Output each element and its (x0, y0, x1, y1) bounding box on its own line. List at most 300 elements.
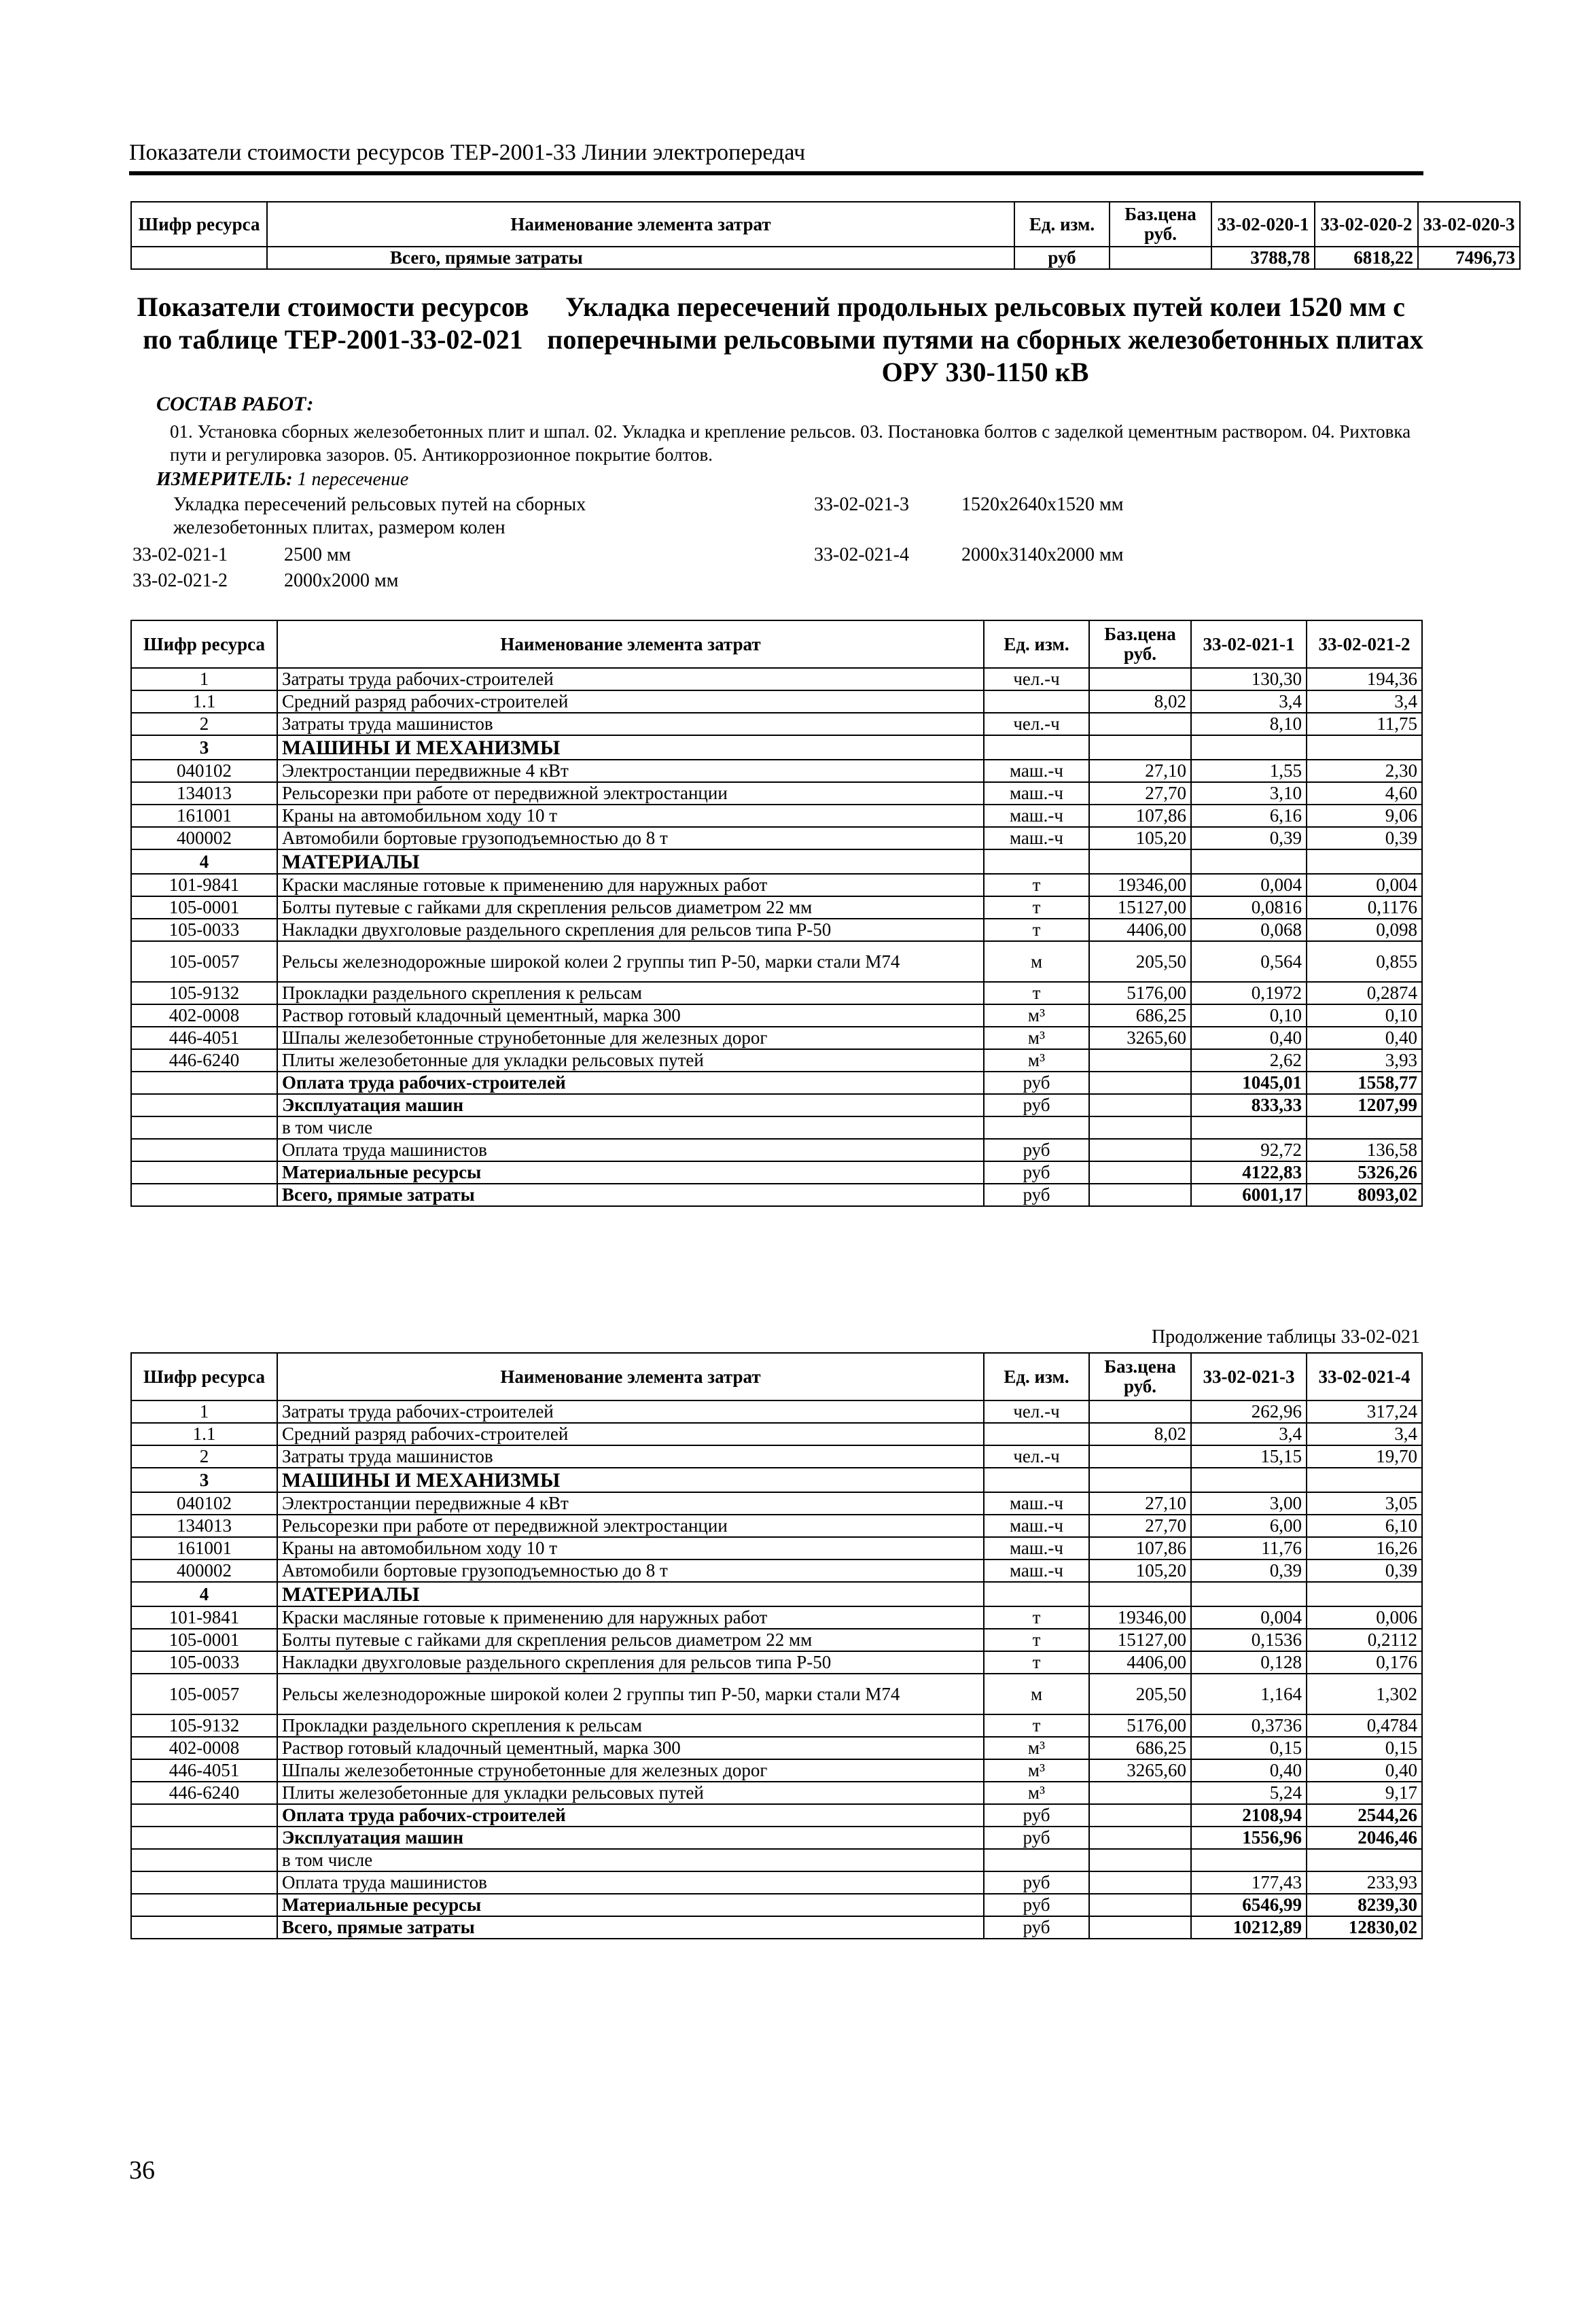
cell-code (131, 1116, 277, 1139)
cell-unit (984, 735, 1089, 760)
header-rule (129, 171, 1423, 175)
table-row (131, 1871, 1422, 1894)
cell-value-1: 0,564 (1191, 941, 1307, 982)
table-row (131, 1606, 1422, 1629)
cell-value-2: 0,15 (1307, 1737, 1422, 1759)
cell-price: 105,20 (1089, 1559, 1191, 1582)
top-total-v3: 7496,73 (1418, 247, 1520, 269)
table-row (131, 1651, 1422, 1674)
table-row (131, 1072, 1422, 1094)
cell-unit: м³ (984, 1737, 1089, 1759)
cell-price (1089, 1400, 1191, 1423)
table-row (131, 1629, 1422, 1651)
table-row (131, 1116, 1422, 1139)
cell-value-1: 130,30 (1191, 668, 1307, 690)
cell-code: 105-9132 (131, 982, 277, 1004)
cell-value-2: 0,39 (1307, 1559, 1422, 1582)
cell-code: 105-0033 (131, 1651, 277, 1674)
cell-unit: м³ (984, 1049, 1089, 1072)
cell-value-2: 0,2874 (1307, 982, 1422, 1004)
table-row (131, 760, 1422, 782)
cell-price: 27,70 (1089, 1515, 1191, 1537)
cell-code: 3 (131, 1468, 277, 1492)
cell-price: 107,86 (1089, 1537, 1191, 1559)
cell-value-1 (1191, 1849, 1307, 1871)
cell-value-2: 11,75 (1307, 713, 1422, 735)
cell-value-2: 0,2112 (1307, 1629, 1422, 1651)
cell-unit: руб (984, 1871, 1089, 1894)
cell-name: Плиты железобетонные для укладки рельсовых путей (277, 1049, 984, 1072)
cell-code: 105-0057 (131, 1674, 277, 1714)
cell-name: Оплата труда рабочих-строителей (277, 1072, 984, 1094)
cell-name: Электростанции передвижные 4 кВт (277, 760, 984, 782)
cell-value-1: 0,10 (1191, 1004, 1307, 1027)
table-row (131, 1759, 1422, 1782)
cell-price: 27,70 (1089, 782, 1191, 805)
cell-value-2 (1307, 1468, 1422, 1492)
cell-name: Всего, прямые затраты (277, 1184, 984, 1206)
cell-unit (984, 1468, 1089, 1492)
cell-code: 2 (131, 1445, 277, 1468)
cell-value-1: 92,72 (1191, 1139, 1307, 1161)
cell-unit: маш.-ч (984, 1515, 1089, 1537)
cell-name: МАТЕРИАЛЫ (277, 849, 984, 874)
cell-price (1089, 735, 1191, 760)
cell-value-2: 3,05 (1307, 1492, 1422, 1515)
cell-unit: маш.-ч (984, 805, 1089, 827)
code-3: 33-02-021-3 (814, 494, 909, 515)
top-header-unit: Ед. изм. (1014, 202, 1110, 247)
cell-value-2: 0,176 (1307, 1651, 1422, 1674)
cell-code: 105-0057 (131, 941, 277, 982)
cell-name: Электростанции передвижные 4 кВт (277, 1492, 984, 1515)
table-row (131, 1400, 1422, 1423)
t1-header-col1: 33-02-021-1 (1191, 620, 1307, 668)
cell-unit (984, 1582, 1089, 1606)
table-row (131, 1537, 1422, 1559)
table-row (131, 1582, 1422, 1606)
table-row (131, 1468, 1422, 1492)
cell-unit: м (984, 941, 1089, 982)
cell-code (131, 1161, 277, 1184)
cell-value-2: 8239,30 (1307, 1894, 1422, 1916)
cell-code: 4 (131, 1582, 277, 1606)
cell-price: 3265,60 (1089, 1027, 1191, 1049)
cell-name: Краны на автомобильном ходу 10 т (277, 805, 984, 827)
cell-value-2: 2544,26 (1307, 1804, 1422, 1827)
cell-unit: т (984, 1629, 1089, 1651)
cell-code: 400002 (131, 1559, 277, 1582)
cell-code: 446-6240 (131, 1782, 277, 1804)
section-title-left: Показатели стоимости ресурсов по таблице ТЕР-2001-33-02-021 (137, 292, 529, 355)
cell-price: 686,25 (1089, 1004, 1191, 1027)
cell-code: 446-4051 (131, 1759, 277, 1782)
table-row (131, 1004, 1422, 1027)
table-row (131, 1027, 1422, 1049)
cell-price (1089, 1072, 1191, 1094)
cell-price (1089, 1116, 1191, 1139)
cell-value-2: 2046,46 (1307, 1827, 1422, 1849)
cell-code (131, 1094, 277, 1116)
t2-header-name: Наименование элемента затрат (277, 1353, 984, 1400)
cell-unit: м³ (984, 1759, 1089, 1782)
cell-code (131, 1139, 277, 1161)
cell-value-2: 0,1176 (1307, 896, 1422, 919)
t2-header-col1: 33-02-021-3 (1191, 1353, 1307, 1400)
cell-value-2: 0,4784 (1307, 1714, 1422, 1737)
cell-value-1: 1,55 (1191, 760, 1307, 782)
composition-label: СОСТАВ РАБОТ: (156, 393, 314, 415)
cell-price (1089, 1139, 1191, 1161)
table-row (131, 1804, 1422, 1827)
table-row (131, 805, 1422, 827)
cell-code: 105-9132 (131, 1714, 277, 1737)
cell-code: 161001 (131, 805, 277, 827)
cell-value-2: 8093,02 (1307, 1184, 1422, 1206)
cell-price (1089, 1445, 1191, 1468)
table-row (131, 1515, 1422, 1537)
table-row (131, 1492, 1422, 1515)
cell-code (131, 1804, 277, 1827)
cell-price: 105,20 (1089, 827, 1191, 849)
cell-price (1089, 1827, 1191, 1849)
table-row (131, 1184, 1422, 1206)
cell-name: Раствор готовый кладочный цементный, марка 300 (277, 1004, 984, 1027)
cell-code: 134013 (131, 1515, 277, 1537)
cell-value-2: 3,93 (1307, 1049, 1422, 1072)
cell-unit: т (984, 982, 1089, 1004)
cell-value-1: 262,96 (1191, 1400, 1307, 1423)
table-row (131, 896, 1422, 919)
cell-unit: чел.-ч (984, 713, 1089, 735)
cell-code: 1 (131, 668, 277, 690)
cell-name: Рельсы железнодорожные широкой колеи 2 группы тип Р-50, марки стали М74 (277, 1674, 984, 1714)
cell-code: 1 (131, 1400, 277, 1423)
cell-code: 2 (131, 713, 277, 735)
cell-unit (984, 1423, 1089, 1445)
cell-name: Материальные ресурсы (277, 1161, 984, 1184)
cell-unit: руб (984, 1827, 1089, 1849)
cell-name: Эксплуатация машин (277, 1827, 984, 1849)
cell-code: 105-0033 (131, 919, 277, 941)
cell-price (1089, 1871, 1191, 1894)
cell-value-1: 0,004 (1191, 874, 1307, 896)
cell-name: Всего, прямые затраты (277, 1916, 984, 1939)
cell-unit: чел.-ч (984, 668, 1089, 690)
section-title-right: Укладка пересечений продольных рельсовых путей колеи 1520 мм с поперечными рельсовыми путями на сборных железобетонных плитах ОРУ 330-1150 кВ (547, 292, 1423, 387)
composition-text: 01. Установка сборных железобетонных плит и шпал. 02. Укладка и крепление рельсов. 03. Постановка болтов с заделкой цементным раствором. 04. Рихтовка пути и регулировка зазоров. 05. Антикоррозионное покрытие болтов. (170, 421, 1411, 465)
cell-price: 205,50 (1089, 1674, 1191, 1714)
table-row (131, 849, 1422, 874)
cell-value-1: 6546,99 (1191, 1894, 1307, 1916)
code-4-size: 2000х3140х2000 мм (961, 544, 1124, 565)
cell-price (1089, 1184, 1191, 1206)
cell-code (131, 1072, 277, 1094)
table-row (131, 1559, 1422, 1582)
cell-name: Материальные ресурсы (277, 1894, 984, 1916)
top-header-col1: 33-02-020-1 (1211, 202, 1315, 247)
cell-unit: т (984, 1714, 1089, 1737)
table-row (131, 1782, 1422, 1804)
cell-code: 1.1 (131, 1423, 277, 1445)
cell-code (131, 1871, 277, 1894)
cell-unit: м³ (984, 1782, 1089, 1804)
cell-price: 19346,00 (1089, 1606, 1191, 1629)
cell-value-1: 0,40 (1191, 1027, 1307, 1049)
cell-price (1089, 1161, 1191, 1184)
cell-unit: руб (984, 1894, 1089, 1916)
cell-unit: т (984, 896, 1089, 919)
cell-value-1: 1556,96 (1191, 1827, 1307, 1849)
cell-value-2: 233,93 (1307, 1871, 1422, 1894)
cell-name: Накладки двухголовые раздельного скрепления для рельсов типа Р-50 (277, 1651, 984, 1674)
cell-value-1: 0,39 (1191, 827, 1307, 849)
cell-name: МАШИНЫ И МЕХАНИЗМЫ (277, 1468, 984, 1492)
cell-value-2: 0,10 (1307, 1004, 1422, 1027)
cell-price (1089, 1049, 1191, 1072)
cell-value-2: 5326,26 (1307, 1161, 1422, 1184)
cell-price: 27,10 (1089, 760, 1191, 782)
cell-unit: м (984, 1674, 1089, 1714)
cell-value-2 (1307, 1582, 1422, 1606)
cell-value-1: 0,1536 (1191, 1629, 1307, 1651)
page-header: Показатели стоимости ресурсов ТЕР-2001-33 Линии электропередач (129, 140, 806, 165)
cell-unit: руб (984, 1094, 1089, 1116)
cell-name: Рельсорезки при работе от передвижной электростанции (277, 1515, 984, 1537)
cell-name: Раствор готовый кладочный цементный, марка 300 (277, 1737, 984, 1759)
top-header-code: Шифр ресурса (131, 202, 267, 247)
cell-name: Автомобили бортовые грузоподъемностью до 8 т (277, 827, 984, 849)
cell-name: Затраты труда машинистов (277, 713, 984, 735)
cell-name: МАТЕРИАЛЫ (277, 1582, 984, 1606)
cell-name: Оплата труда рабочих-строителей (277, 1804, 984, 1827)
cell-price: 8,02 (1089, 1423, 1191, 1445)
cell-value-1 (1191, 849, 1307, 874)
cell-price (1089, 1804, 1191, 1827)
cell-name: Рельсы железнодорожные широкой колеи 2 группы тип Р-50, марки стали М74 (277, 941, 984, 982)
cell-unit: маш.-ч (984, 1492, 1089, 1515)
table-row (131, 1423, 1422, 1445)
cell-code: 4 (131, 849, 277, 874)
cell-name: в том числе (277, 1116, 984, 1139)
t2-header-col2: 33-02-021-4 (1307, 1353, 1422, 1400)
cell-value-1: 0,1972 (1191, 982, 1307, 1004)
cell-unit: м³ (984, 1027, 1089, 1049)
table-row (131, 1737, 1422, 1759)
cell-value-1: 1045,01 (1191, 1072, 1307, 1094)
code-1: 33-02-021-1 (132, 544, 228, 565)
page-number: 36 (129, 2156, 155, 2185)
cell-unit: м³ (984, 1004, 1089, 1027)
cell-value-1: 1,164 (1191, 1674, 1307, 1714)
cell-value-2: 2,30 (1307, 760, 1422, 782)
cell-value-2: 4,60 (1307, 782, 1422, 805)
codes-intro: Укладка пересечений рельсовых путей на сборных железобетонных плитах, размером колен (173, 494, 586, 538)
t2-header-price: Баз.цена руб. (1089, 1353, 1191, 1400)
cell-unit: руб (984, 1184, 1089, 1206)
cell-value-2: 194,36 (1307, 668, 1422, 690)
table-row (131, 1445, 1422, 1468)
cell-value-1: 3,4 (1191, 690, 1307, 713)
cell-price (1089, 1468, 1191, 1492)
table-row (131, 1161, 1422, 1184)
top-header-name: Наименование элемента затрат (267, 202, 1014, 247)
cell-name: Краны на автомобильном ходу 10 т (277, 1537, 984, 1559)
cell-name: Затраты труда машинистов (277, 1445, 984, 1468)
cell-value-1: 6,16 (1191, 805, 1307, 827)
cell-value-2 (1307, 1849, 1422, 1871)
cell-unit (984, 849, 1089, 874)
top-table (130, 201, 1521, 270)
table-row (131, 1916, 1422, 1939)
cell-value-2: 3,4 (1307, 1423, 1422, 1445)
code-4: 33-02-021-4 (814, 544, 909, 565)
cell-value-1: 0,3736 (1191, 1714, 1307, 1737)
code-1-size: 2500 мм (284, 544, 351, 565)
cell-unit (984, 1116, 1089, 1139)
cell-value-1 (1191, 1468, 1307, 1492)
cell-name: Эксплуатация машин (277, 1094, 984, 1116)
cell-price (1089, 1916, 1191, 1939)
cell-value-1: 0,128 (1191, 1651, 1307, 1674)
cell-code (131, 1184, 277, 1206)
cell-name: Прокладки раздельного скрепления к рельсам (277, 1714, 984, 1737)
t2-header-code: Шифр ресурса (131, 1353, 277, 1400)
meter-label: ИЗМЕРИТЕЛЬ: (156, 469, 293, 490)
cell-value-2: 9,06 (1307, 805, 1422, 827)
cell-value-1: 15,15 (1191, 1445, 1307, 1468)
cell-price: 8,02 (1089, 690, 1191, 713)
cell-value-2: 9,17 (1307, 1782, 1422, 1804)
code-3-size: 1520х2640х1520 мм (961, 494, 1124, 515)
cell-price: 4406,00 (1089, 919, 1191, 941)
cell-name: Краски масляные готовые к применению для наружных работ (277, 874, 984, 896)
t1-header-col2: 33-02-021-2 (1307, 620, 1422, 668)
cell-value-2: 0,006 (1307, 1606, 1422, 1629)
cell-value-1: 6,00 (1191, 1515, 1307, 1537)
cell-code: 446-6240 (131, 1049, 277, 1072)
cell-name: Средний разряд рабочих-строителей (277, 1423, 984, 1445)
cell-value-1: 3,4 (1191, 1423, 1307, 1445)
cell-code: 040102 (131, 1492, 277, 1515)
cell-value-2: 136,58 (1307, 1139, 1422, 1161)
table-row (131, 782, 1422, 805)
cell-code: 040102 (131, 760, 277, 782)
cell-code: 101-9841 (131, 1606, 277, 1629)
cell-value-2: 1558,77 (1307, 1072, 1422, 1094)
table-row (131, 735, 1422, 760)
cell-value-1: 4122,83 (1191, 1161, 1307, 1184)
cell-value-1: 11,76 (1191, 1537, 1307, 1559)
cell-name: Прокладки раздельного скрепления к рельсам (277, 982, 984, 1004)
t2-header-unit: Ед. изм. (984, 1353, 1089, 1400)
cell-price: 19346,00 (1089, 874, 1191, 896)
cell-price: 205,50 (1089, 941, 1191, 982)
cell-name: в том числе (277, 1849, 984, 1871)
cell-unit (984, 690, 1089, 713)
cell-code: 1.1 (131, 690, 277, 713)
cell-unit: чел.-ч (984, 1400, 1089, 1423)
cell-code: 402-0008 (131, 1737, 277, 1759)
cell-value-1: 0,068 (1191, 919, 1307, 941)
cell-code (131, 1827, 277, 1849)
cell-value-1: 5,24 (1191, 1782, 1307, 1804)
cell-unit: т (984, 919, 1089, 941)
cell-name: Затраты труда рабочих-строителей (277, 1400, 984, 1423)
top-header-price: Баз.цена руб. (1110, 202, 1211, 247)
cell-price: 15127,00 (1089, 896, 1191, 919)
cell-value-1: 0,40 (1191, 1759, 1307, 1782)
cell-code: 105-0001 (131, 896, 277, 919)
cell-value-2 (1307, 1116, 1422, 1139)
cell-unit: маш.-ч (984, 782, 1089, 805)
table-row (131, 827, 1422, 849)
table-row (131, 1674, 1422, 1714)
cell-value-1: 177,43 (1191, 1871, 1307, 1894)
cell-value-1: 0,004 (1191, 1606, 1307, 1629)
cell-price (1089, 1094, 1191, 1116)
cell-name: Плиты железобетонные для укладки рельсовых путей (277, 1782, 984, 1804)
cell-value-1: 3,10 (1191, 782, 1307, 805)
cell-name: Болты путевые с гайками для скрепления рельсов диаметром 22 мм (277, 1629, 984, 1651)
t1-header-name: Наименование элемента затрат (277, 620, 984, 668)
cell-unit: руб (984, 1139, 1089, 1161)
cell-name: Краски масляные готовые к применению для наружных работ (277, 1606, 984, 1629)
cell-code: 3 (131, 735, 277, 760)
table-row (131, 1827, 1422, 1849)
table-row (131, 690, 1422, 713)
cell-name: Средний разряд рабочих-строителей (277, 690, 984, 713)
table-row (131, 1094, 1422, 1116)
cell-unit: маш.-ч (984, 760, 1089, 782)
cell-unit: т (984, 874, 1089, 896)
cell-value-1: 2108,94 (1191, 1804, 1307, 1827)
cell-code: 400002 (131, 827, 277, 849)
cell-name: Шпалы железобетонные струнобетонные для железных дорог (277, 1027, 984, 1049)
cell-price: 3265,60 (1089, 1759, 1191, 1782)
cell-unit: маш.-ч (984, 827, 1089, 849)
table-row (131, 1139, 1422, 1161)
resource-table-2 (130, 1352, 1423, 1939)
cell-price: 686,25 (1089, 1737, 1191, 1759)
cell-value-2 (1307, 735, 1422, 760)
cell-name: Оплата труда машинистов (277, 1871, 984, 1894)
cell-value-1: 6001,17 (1191, 1184, 1307, 1206)
cell-price (1089, 1849, 1191, 1871)
cell-name: Автомобили бортовые грузоподъемностью до 8 т (277, 1559, 984, 1582)
cell-unit: руб (984, 1161, 1089, 1184)
cell-name: Накладки двухголовые раздельного скрепления для рельсов типа Р-50 (277, 919, 984, 941)
top-header-col2: 33-02-020-2 (1315, 202, 1418, 247)
table-row (131, 1714, 1422, 1737)
cell-price (1089, 849, 1191, 874)
cell-value-1: 0,15 (1191, 1737, 1307, 1759)
cell-code: 101-9841 (131, 874, 277, 896)
cell-unit: маш.-ч (984, 1537, 1089, 1559)
cell-value-1 (1191, 1116, 1307, 1139)
cell-value-2: 3,4 (1307, 690, 1422, 713)
cell-value-2: 16,26 (1307, 1537, 1422, 1559)
cell-code: 134013 (131, 782, 277, 805)
table-row (131, 982, 1422, 1004)
resource-table-1 (130, 620, 1423, 1207)
t1-header-code: Шифр ресурса (131, 620, 277, 668)
cell-price: 107,86 (1089, 805, 1191, 827)
table-row (131, 874, 1422, 896)
top-total-name: Всего, прямые затраты (267, 247, 1014, 269)
cell-value-1: 2,62 (1191, 1049, 1307, 1072)
cell-code: 402-0008 (131, 1004, 277, 1027)
